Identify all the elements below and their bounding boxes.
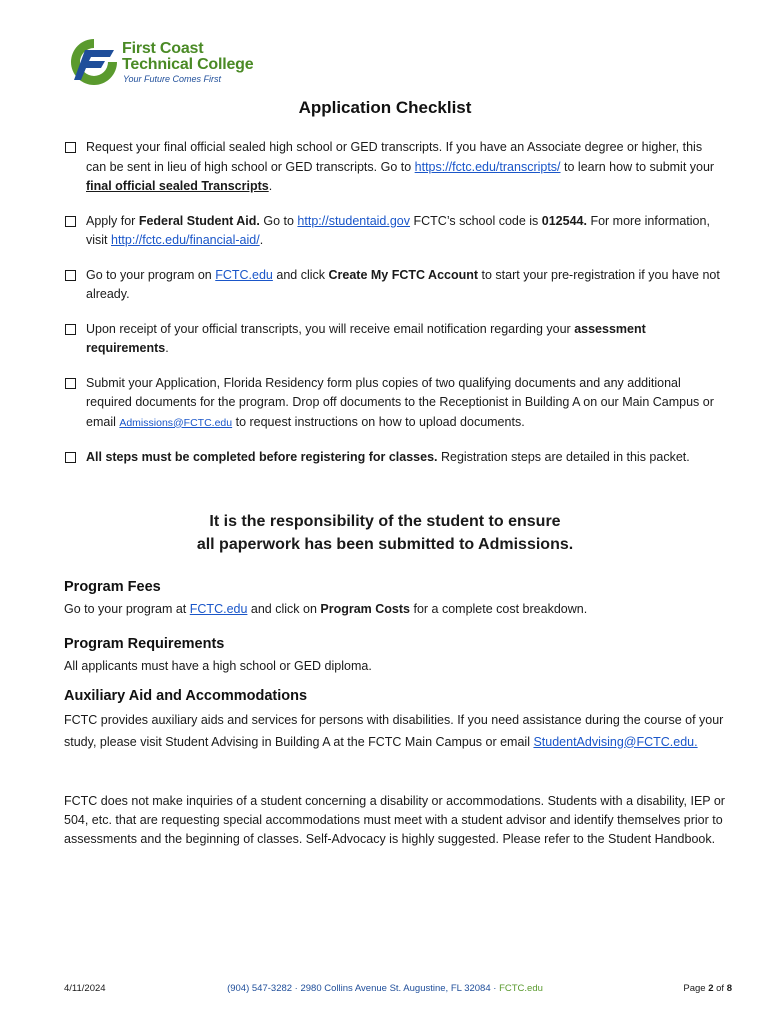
item-emphasis: assessment requirements bbox=[86, 321, 646, 355]
checkbox-icon[interactable] bbox=[65, 216, 76, 227]
page-current: 2 bbox=[708, 983, 714, 994]
item-emphasis: Create My FCTC Account bbox=[328, 267, 479, 282]
page-label: Page bbox=[683, 983, 709, 994]
transcripts-link[interactable]: https://fctc.edu/transcripts/ bbox=[414, 159, 561, 174]
item-text: to learn how to submit your bbox=[560, 159, 715, 174]
item-text: For more information, visit bbox=[86, 213, 710, 247]
logo-name-line1: First Coast bbox=[122, 40, 204, 57]
admissions-email-link[interactable]: Admissions@FCTC.edu bbox=[119, 416, 233, 429]
fctc-fees-link[interactable]: FCTC.edu bbox=[189, 602, 248, 616]
college-logo bbox=[68, 34, 278, 90]
section-heading: Program Requirements bbox=[64, 636, 225, 652]
text: and click on bbox=[247, 602, 321, 616]
footer-date: 4/11/2024 bbox=[64, 983, 106, 994]
item-text: Request your final official sealed high school or GED transcripts. If you have an Associate degree or higher, this can be sent in lieu of high school or GED transcripts. Go to bbox=[86, 140, 703, 174]
checklist-item-financial-aid bbox=[64, 212, 724, 251]
fctc-program-link[interactable]: FCTC.edu bbox=[215, 267, 273, 282]
responsibility-line1: It is the responsibility of the student to ensure bbox=[209, 513, 561, 530]
student-advising-email-link[interactable]: StudentAdvising@FCTC.edu. bbox=[533, 734, 698, 749]
application-checklist bbox=[64, 138, 724, 483]
checkbox-icon[interactable] bbox=[65, 324, 76, 335]
item-text: Go to your program on bbox=[86, 267, 216, 282]
section-text: All applicants must have a high school or GED diploma. bbox=[64, 659, 372, 673]
school-code: 012544. bbox=[541, 213, 587, 228]
auxiliary-aid-section bbox=[64, 686, 734, 753]
checkbox-icon[interactable] bbox=[65, 378, 76, 389]
logo-name-line2: Technical College bbox=[122, 56, 254, 73]
checklist-item-assessment bbox=[64, 320, 724, 359]
checklist-item-transcripts bbox=[64, 138, 724, 197]
section-text bbox=[64, 599, 734, 619]
text: FCTC provides auxiliary aids and services for persons with disabilities. If you need assistance during the course of your study, please visit Student Advising in Building A at the FCTC Main Campus or email bbox=[64, 713, 724, 749]
footer-website[interactable]: FCTC.edu bbox=[499, 983, 543, 994]
item-emphasis: All steps must be completed before registering for classes. bbox=[86, 450, 438, 464]
item-text: to request instructions on how to upload documents. bbox=[232, 414, 525, 429]
checkbox-icon[interactable] bbox=[65, 452, 76, 463]
emphasis: Program Costs bbox=[320, 602, 410, 616]
item-emphasis: Federal Student Aid. bbox=[138, 213, 260, 228]
item-text: to start your pre-registration if you have not already. bbox=[86, 267, 720, 301]
studentaid-link[interactable]: http://studentaid.gov bbox=[297, 213, 411, 228]
checklist-item-account bbox=[64, 266, 724, 305]
footer-contact bbox=[0, 983, 770, 994]
responsibility-notice bbox=[0, 510, 770, 556]
section-heading: Auxiliary Aid and Accommodations bbox=[64, 688, 308, 704]
logo-tagline: Your Future Comes First bbox=[123, 74, 222, 84]
section-text bbox=[64, 710, 734, 753]
program-requirements-section bbox=[64, 634, 734, 676]
accommodations-paragraph: FCTC does not make inquiries of a student concerning a disability or accommodations. Students with a disability, IEP or 504, etc. that are requesting special accommodations must meet with a student advisor and identify themselves prior to assessments and the beginning of classes. Self-Advocacy is highly suggested. Please refer to the Student Handbook. bbox=[64, 794, 725, 846]
item-text: FCTC’s school code is bbox=[410, 213, 542, 228]
item-text: and click bbox=[272, 267, 329, 282]
item-emphasis: final official sealed Transcripts bbox=[86, 179, 269, 193]
item-text: . bbox=[165, 341, 169, 355]
section-heading: Program Fees bbox=[64, 579, 161, 595]
checkbox-icon[interactable] bbox=[65, 270, 76, 281]
item-text: . bbox=[268, 179, 273, 193]
item-text: Submit your Application, Florida Residency form plus copies of two qualifying documents and any additional required documents for the program. Drop off documents to the Receptionist in Building A on our Main Campus or email bbox=[86, 375, 714, 429]
checkbox-icon[interactable] bbox=[65, 142, 76, 153]
page-total: 8 bbox=[726, 983, 732, 994]
responsibility-line2: all paperwork has been submitted to Admissions. bbox=[196, 536, 574, 553]
item-text: Apply for bbox=[86, 213, 139, 228]
page-number bbox=[683, 983, 732, 994]
item-text: Registration steps are detailed in this packet. bbox=[437, 450, 690, 464]
item-text: Go to bbox=[259, 213, 298, 228]
contact-text: (904) 547-3282 · 2980 Collins Avenue St. Augustine, FL 32084 · bbox=[227, 983, 500, 994]
fctc-logo-mark-icon bbox=[68, 36, 120, 88]
text: Go to your program at bbox=[64, 602, 190, 616]
item-text: . bbox=[259, 233, 264, 247]
checklist-item-complete-steps bbox=[64, 448, 724, 468]
program-fees-section bbox=[64, 577, 734, 619]
page-label: of bbox=[713, 983, 727, 994]
financial-aid-link[interactable]: http://fctc.edu/financial-aid/ bbox=[111, 233, 260, 247]
text: for a complete cost breakdown. bbox=[410, 602, 588, 616]
item-text: Upon receipt of your official transcripts, you will receive email notification regarding your bbox=[86, 321, 575, 336]
checklist-item-application bbox=[64, 374, 724, 434]
page-title: Application Checklist bbox=[298, 98, 472, 117]
